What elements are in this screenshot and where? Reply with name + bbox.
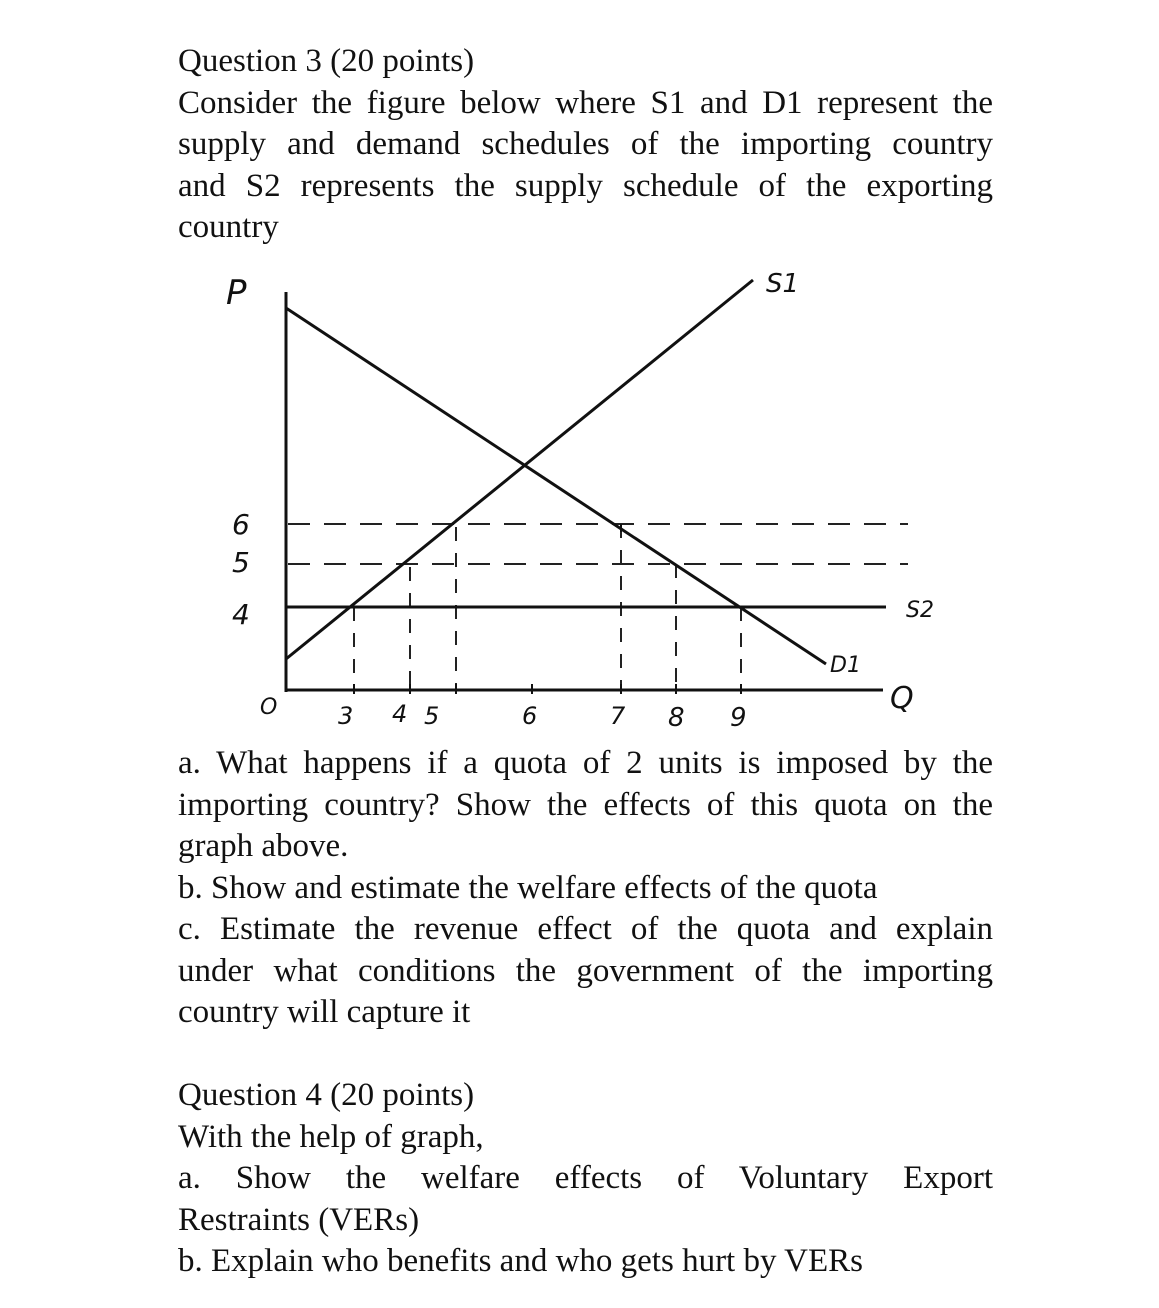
quantity-axis-label: Q <box>890 681 914 716</box>
question-3 <box>178 41 993 249</box>
supply-demand-figure <box>178 262 993 736</box>
question-4 <box>178 1075 993 1283</box>
d1-demand-line <box>286 308 826 664</box>
s1-curve-label: S1 <box>766 269 800 299</box>
price-axis-label: P <box>226 273 247 313</box>
quantity-tick-label: 5 <box>424 702 440 730</box>
question-3-prompt-line: supply and demand schedules of the importing country <box>178 126 993 162</box>
question-3-parts <box>178 743 993 1034</box>
price-tick-label: 6 <box>232 508 250 541</box>
question-4-part-line: a. Show the welfare effects of Voluntary Export <box>178 1160 993 1196</box>
question-3-prompt-line: and S2 represents the supply schedule of the exporting <box>178 167 993 204</box>
quantity-tick-label: 8 <box>668 703 685 733</box>
quantity-tick-label: 4 <box>392 700 408 728</box>
price-tick-label: 4 <box>232 598 250 631</box>
origin-label: O <box>260 695 278 720</box>
d1-curve-label: D1 <box>830 653 861 678</box>
question-4-heading: Question 4 (20 points) <box>178 1077 475 1113</box>
part-c-line: c. Estimate the revenue effect of the quota and explain <box>178 911 993 947</box>
quantity-tick-label: 7 <box>610 702 626 730</box>
part-a-line: graph above. <box>178 828 349 864</box>
question-4-part-line: b. Explain who benefits and who gets hurt by VERs <box>178 1243 863 1279</box>
question-3-prompt-line: Consider the figure below where S1 and D1 represent the <box>178 84 993 121</box>
part-c-line: under what conditions the government of the importing <box>178 952 993 989</box>
s2-curve-label: S2 <box>906 598 934 623</box>
question-3-prompt-line: country <box>178 209 279 245</box>
part-a-line: a. What happens if a quota of 2 units is imposed by the <box>178 745 993 781</box>
part-c-line: country will capture it <box>178 994 471 1030</box>
price-tick-label: 5 <box>232 546 250 579</box>
question-4-part-line: Restraints (VERs) <box>178 1201 420 1238</box>
s1-supply-line <box>286 280 753 659</box>
quantity-tick-label: 6 <box>522 702 538 730</box>
question-3-heading: Question 3 (20 points) <box>178 43 475 79</box>
part-b-line: b. Show and estimate the welfare effects of the quota <box>178 869 878 906</box>
quantity-tick-label: 3 <box>338 702 354 730</box>
question-4-intro: With the help of graph, <box>178 1118 484 1155</box>
quantity-tick-label: 9 <box>730 703 747 733</box>
part-a-line: importing country? Show the effects of this quota on the <box>178 786 993 823</box>
